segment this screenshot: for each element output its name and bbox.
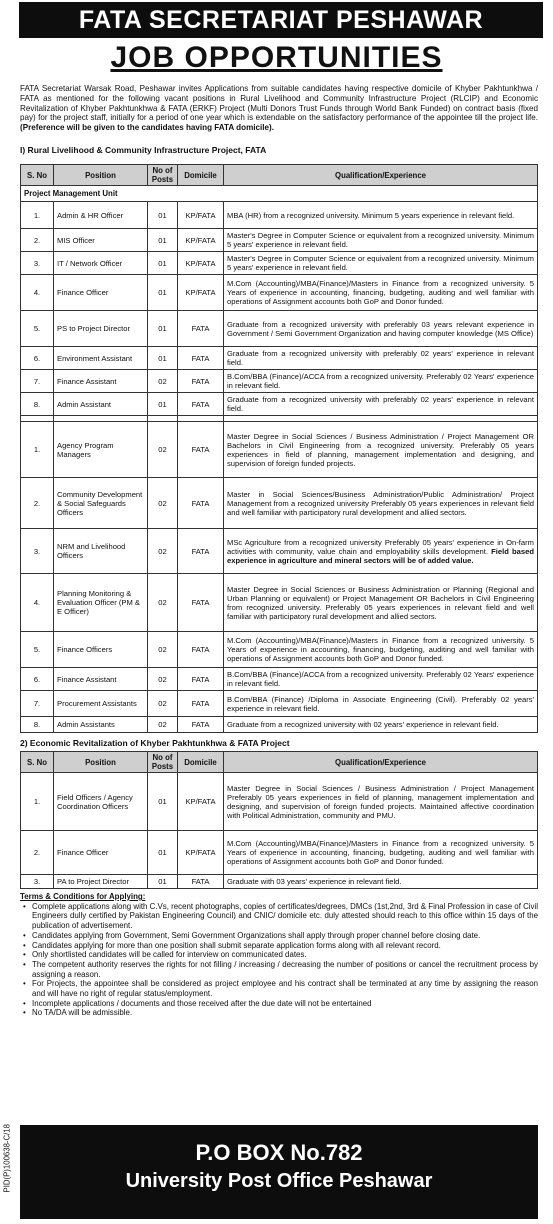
terms-item: • Candidates applying from Government, Semi Government Organizations shall apply through proper channel before closing date. <box>32 931 538 941</box>
row-qualification <box>224 252 538 275</box>
row-sno: 8. <box>21 393 54 416</box>
section1-title: I) Rural Livelihood & Community Infrastructure Project, FATA <box>20 145 267 155</box>
row-position: PA to Project Director <box>54 875 148 889</box>
row-posts: 02 <box>148 370 178 393</box>
unit-row <box>21 186 538 202</box>
pid-label <box>1 1090 13 1200</box>
row-position: Agency Program Managers <box>54 422 148 478</box>
row-qualification <box>224 691 538 717</box>
row-posts: 02 <box>148 717 178 733</box>
qualification-text: Master in Social Sciences/Business Administration/Public Administration/ Project Management from a recognized university Preferably 05 years experiences in relevant field and well familiar with participatory rural development and allied sectors. <box>227 489 534 517</box>
row-domicile: FATA <box>178 393 224 416</box>
row-qualification <box>224 422 538 478</box>
table-row <box>21 773 538 831</box>
row-position: Finance Assistant <box>54 668 148 691</box>
row-domicile: FATA <box>178 875 224 889</box>
row-position: Planning Monitoring & Evaluation Officer (PM & E Officer) <box>54 574 148 632</box>
row-sno: 2. <box>21 478 54 529</box>
table-row <box>21 691 538 717</box>
row-position: PS to Project Director <box>54 311 148 347</box>
row-position: IT / Network Officer <box>54 252 148 275</box>
row-posts: 01 <box>148 202 178 229</box>
row-qualification <box>224 229 538 252</box>
row-sno: 6. <box>21 347 54 370</box>
row-posts: 01 <box>148 311 178 347</box>
row-posts: 01 <box>148 252 178 275</box>
col-qualification: Qualification/Experience <box>224 165 538 186</box>
row-posts: 01 <box>148 393 178 416</box>
header-banner: FATA SECRETARIAT PESHAWAR <box>19 2 543 38</box>
row-posts: 01 <box>148 275 178 311</box>
table-row <box>21 202 538 229</box>
row-qualification <box>224 478 538 529</box>
row-domicile: KP/FATA <box>178 831 224 875</box>
col-domicile: Domicile <box>178 165 224 186</box>
row-qualification <box>224 668 538 691</box>
job-opportunities-title: JOB OPPORTUNITIES <box>110 41 443 74</box>
row-position: Finance Officers <box>54 632 148 668</box>
intro-paragraph <box>20 84 538 133</box>
qualification-text: Master's Degree in Computer Science or equivalent from a recognized university. Minimum 5 years' experience in relevant field. <box>227 231 534 250</box>
row-qualification <box>224 831 538 875</box>
table-row <box>21 574 538 632</box>
qualification-bold-note: Field based experience in agriculture and mineral sectors will be of added value. <box>227 546 534 565</box>
terms-item: • Only shortlisted candidates will be called for interview on communicated dates. <box>32 950 538 960</box>
row-position: Finance Officer <box>54 831 148 875</box>
table-header-row <box>21 165 538 186</box>
terms-item: • Candidates applying for more than one position shall submit separate application forms along with all relevant record. <box>32 941 538 951</box>
row-posts: 02 <box>148 529 178 574</box>
row-position: Admin & HR Officer <box>54 202 148 229</box>
row-sno: 7. <box>21 691 54 717</box>
row-sno: 8. <box>21 717 54 733</box>
col-position: Position <box>54 752 148 773</box>
footer-banner <box>20 1125 538 1219</box>
qualification-text: M.Com (Accounting)/MBA(Finance)/Masters in Finance from a recognized university. 5 Years of experience in accounting, financing, budgeting, auditing and well familiar with operations of Assignment accounts both GoP and Donor funded. <box>227 839 534 867</box>
table-row <box>21 632 538 668</box>
row-qualification <box>224 275 538 311</box>
table-row <box>21 875 538 889</box>
row-qualification <box>224 773 538 831</box>
table-row <box>21 393 538 416</box>
terms-title: Terms & Conditions for Applying: <box>20 892 146 901</box>
row-position: Finance Assistant <box>54 370 148 393</box>
pid-text: PID(P)100638-C/18 <box>2 1124 12 1193</box>
row-domicile: FATA <box>178 632 224 668</box>
row-domicile: FATA <box>178 529 224 574</box>
row-qualification <box>224 717 538 733</box>
qualification-text: MSc Agriculture from a recognized university Preferably 05 years' experience in On-farm activities with community, value chain and employability skills development. <box>227 537 534 556</box>
row-posts: 01 <box>148 347 178 370</box>
row-domicile: FATA <box>178 311 224 347</box>
col-sno: S. No <box>21 165 54 186</box>
row-domicile: FATA <box>178 668 224 691</box>
row-posts: 02 <box>148 668 178 691</box>
table-row <box>21 717 538 733</box>
row-qualification <box>224 529 538 574</box>
table-row <box>21 668 538 691</box>
qualification-text: Graduate from a recognized university with preferably 02 years' experience in relevant field. <box>227 395 534 414</box>
po-box: P.O BOX No.782 <box>195 1140 363 1165</box>
table-row <box>21 478 538 529</box>
qualification-text: MBA (HR) from a recognized university. Minimum 5 years experience in relevant field. <box>227 210 515 220</box>
qualification-text: Graduate from a recognized university with 02 years' experience in relevant field. <box>227 720 499 730</box>
row-position: Environment Assistant <box>54 347 148 370</box>
post-office: University Post Office Peshawar <box>125 1170 433 1192</box>
row-domicile: KP/FATA <box>178 229 224 252</box>
row-position: MIS Officer <box>54 229 148 252</box>
row-domicile: FATA <box>178 574 224 632</box>
terms-item: • No TA/DA will be admissible. <box>32 1008 538 1018</box>
table-row <box>21 831 538 875</box>
terms-item: • For Projects, the appointee shall be considered as project employee and his contract shall be terminated at any time by assigning the reason and will have no right of regular status/employment. <box>32 979 538 998</box>
section2-table <box>20 751 538 889</box>
row-sno: 3. <box>21 529 54 574</box>
row-domicile: KP/FATA <box>178 252 224 275</box>
row-domicile: FATA <box>178 422 224 478</box>
row-posts: 01 <box>148 229 178 252</box>
table-row <box>21 229 538 252</box>
row-domicile: FATA <box>178 717 224 733</box>
row-qualification <box>224 202 538 229</box>
col-qualification: Qualification/Experience <box>224 752 538 773</box>
row-qualification <box>224 393 538 416</box>
row-posts: 02 <box>148 691 178 717</box>
qualification-text: B.Com/BBA (Finance)/ACCA from a recognized university. Preferably 02 Years' experience in relevant field. <box>227 372 534 391</box>
qualification-text: Graduate with 03 years' experience in relevant field. <box>227 877 402 887</box>
qualification-text: Graduate from a recognized university with preferably 02 years' experience in relevant field. <box>227 349 534 368</box>
row-domicile: FATA <box>178 370 224 393</box>
row-position: Finance Officer <box>54 275 148 311</box>
row-position: NRM and Livelihood Officers <box>54 529 148 574</box>
row-posts: 02 <box>148 478 178 529</box>
col-position: Position <box>54 165 148 186</box>
table-row <box>21 311 538 347</box>
terms-list <box>20 902 538 1018</box>
terms-section <box>20 892 538 1018</box>
row-sno: 2. <box>21 229 54 252</box>
table-header-row <box>21 752 538 773</box>
unit-label: Project Management Unit <box>21 186 538 202</box>
col-posts: No of Posts <box>148 165 178 186</box>
row-position: Admin Assistant <box>54 393 148 416</box>
qualification-text: Graduate from a recognized university with preferably 03 years relevant experience in Government / Semi Government Organization and having computer knowledge (MS Office) <box>227 319 534 338</box>
row-posts: 02 <box>148 574 178 632</box>
row-sno: 1. <box>21 202 54 229</box>
row-domicile: KP/FATA <box>178 202 224 229</box>
col-posts: No of Posts <box>148 752 178 773</box>
row-posts: 01 <box>148 773 178 831</box>
row-domicile: KP/FATA <box>178 275 224 311</box>
terms-item: • The competent authority reserves the rights for not filling / increasing / decreasing the number of positions or cancel the recruitment process by assigning a reason. <box>32 960 538 979</box>
table-row <box>21 275 538 311</box>
row-sno: 4. <box>21 275 54 311</box>
row-posts: 01 <box>148 875 178 889</box>
intro-bold-note: (Preference will be given to the candidates having FATA domicile). <box>20 123 274 133</box>
row-position: Admin Assistants <box>54 717 148 733</box>
row-sno: 5. <box>21 632 54 668</box>
row-qualification <box>224 347 538 370</box>
row-qualification <box>224 574 538 632</box>
row-position: Field Officers / Agency Coordination Officers <box>54 773 148 831</box>
row-sno: 1. <box>21 773 54 831</box>
row-posts: 02 <box>148 422 178 478</box>
qualification-text: M.Com (Accounting)/MBA(Finance)/Masters in Finance from a recognized university. 5 Years of experience in accounting, financing, budgeting, auditing and well familiar with operations of Assignment accounts both GoP and Donor funded. <box>227 279 534 307</box>
row-position: Procurement Assistants <box>54 691 148 717</box>
row-sno: 3. <box>21 875 54 889</box>
qualification-text: Master's Degree in Computer Science or equivalent from a recognized university. Minimum 5 years' experience in relevant field. <box>227 254 534 273</box>
section2-title: 2) Economic Revitalization of Khyber Pakhtunkhwa & FATA Project <box>20 738 290 748</box>
qualification-text: M.Com (Accounting)/MBA(Finance)/Masters in Finance from a recognized university. 5 Years of experience in accounting, financing, budgeting, auditing and well familiar with operations of Assignment accounts both GoP and Donor funded. <box>227 636 534 664</box>
row-sno: 2. <box>21 831 54 875</box>
row-domicile: FATA <box>178 691 224 717</box>
row-domicile: KP/FATA <box>178 773 224 831</box>
row-sno: 1. <box>21 422 54 478</box>
row-domicile: FATA <box>178 478 224 529</box>
table-row <box>21 252 538 275</box>
row-domicile: FATA <box>178 347 224 370</box>
row-sno: 7. <box>21 370 54 393</box>
row-sno: 3. <box>21 252 54 275</box>
qualification-text: B.Com/BBA (Finance)/ACCA from a recognized university. Preferably 02 Years' experience in relevant field. <box>227 670 534 689</box>
qualification-text: Master Degree in Social Sciences / Business Administration / Project Management OR Bachelors in Civil Engineering from a recognized university. Preferably 05 years experiences in field of planning, management implementation and designing, and supervision of foreign funded projects. <box>227 431 534 468</box>
section1-table <box>20 164 538 733</box>
row-sno: 5. <box>21 311 54 347</box>
row-qualification <box>224 370 538 393</box>
table-row <box>21 422 538 478</box>
row-posts: 02 <box>148 632 178 668</box>
intro-text: FATA Secretariat Warsak Road, Peshawar invites Applications from suitable candidates having respective domicile of Khyber Pakhtunkhwa / FATA as mentioned for the following vacant positions in Rural Livelihood and Community Infrastructure Project (RLCIP) and Economic Revitalization of Khyber Pakhtunkhwa & FATA (ERKF) Project (Multi Donors Trust Funds through World Bank Funded) on contract basis (fixed pay) for the project staff, initially for a period of one year which is extendable on the satisfactory performance of the appointee till the project life. <box>20 84 538 123</box>
row-posts: 01 <box>148 831 178 875</box>
row-qualification <box>224 311 538 347</box>
table-row <box>21 529 538 574</box>
terms-item: • Complete applications along with C.Vs, recent photographs, copies of certificates/degrees, DMCs (1st,2nd, 3rd & Final Profession in case of Civil Engineers dully certified by Pakistan Engineering Council) and CNIC/ domicile etc. duly attested should reach to this office within 15 days of the publication of advertisement. <box>32 902 538 931</box>
row-position: Community Development & Social Safeguards Officers <box>54 478 148 529</box>
row-sno: 6. <box>21 668 54 691</box>
qualification-text: B.Com/BBA (Finance) /Diploma in Associate Engineering (Civil). Preferably 02 years' experience in relevant field. <box>227 694 534 713</box>
row-qualification <box>224 875 538 889</box>
table-row <box>21 370 538 393</box>
row-sno: 4. <box>21 574 54 632</box>
qualification-text: Master Degree in Social Sciences / Business Administration / Project Management Preferably 05 years experiences in field of planning, management implementation and designing, and supervision of foreign funded projects. Maintained affective coordination with Political Administration, community and PMU. <box>227 783 534 820</box>
table-row <box>21 347 538 370</box>
row-qualification <box>224 632 538 668</box>
terms-item: • Incomplete applications / documents and those received after the due date will not be entertained <box>32 999 538 1009</box>
qualification-text: Master Degree in Social Sciences or Business Administration or Planning (Regional and Urban Planning or equivalent) or Project Management OR Bachelors in Civil Engineering from recognized university. Preferably 05 years experiences in relevant field and well familiar with participatory rural development and allied sectors. <box>227 584 534 621</box>
col-domicile: Domicile <box>178 752 224 773</box>
col-sno: S. No <box>21 752 54 773</box>
